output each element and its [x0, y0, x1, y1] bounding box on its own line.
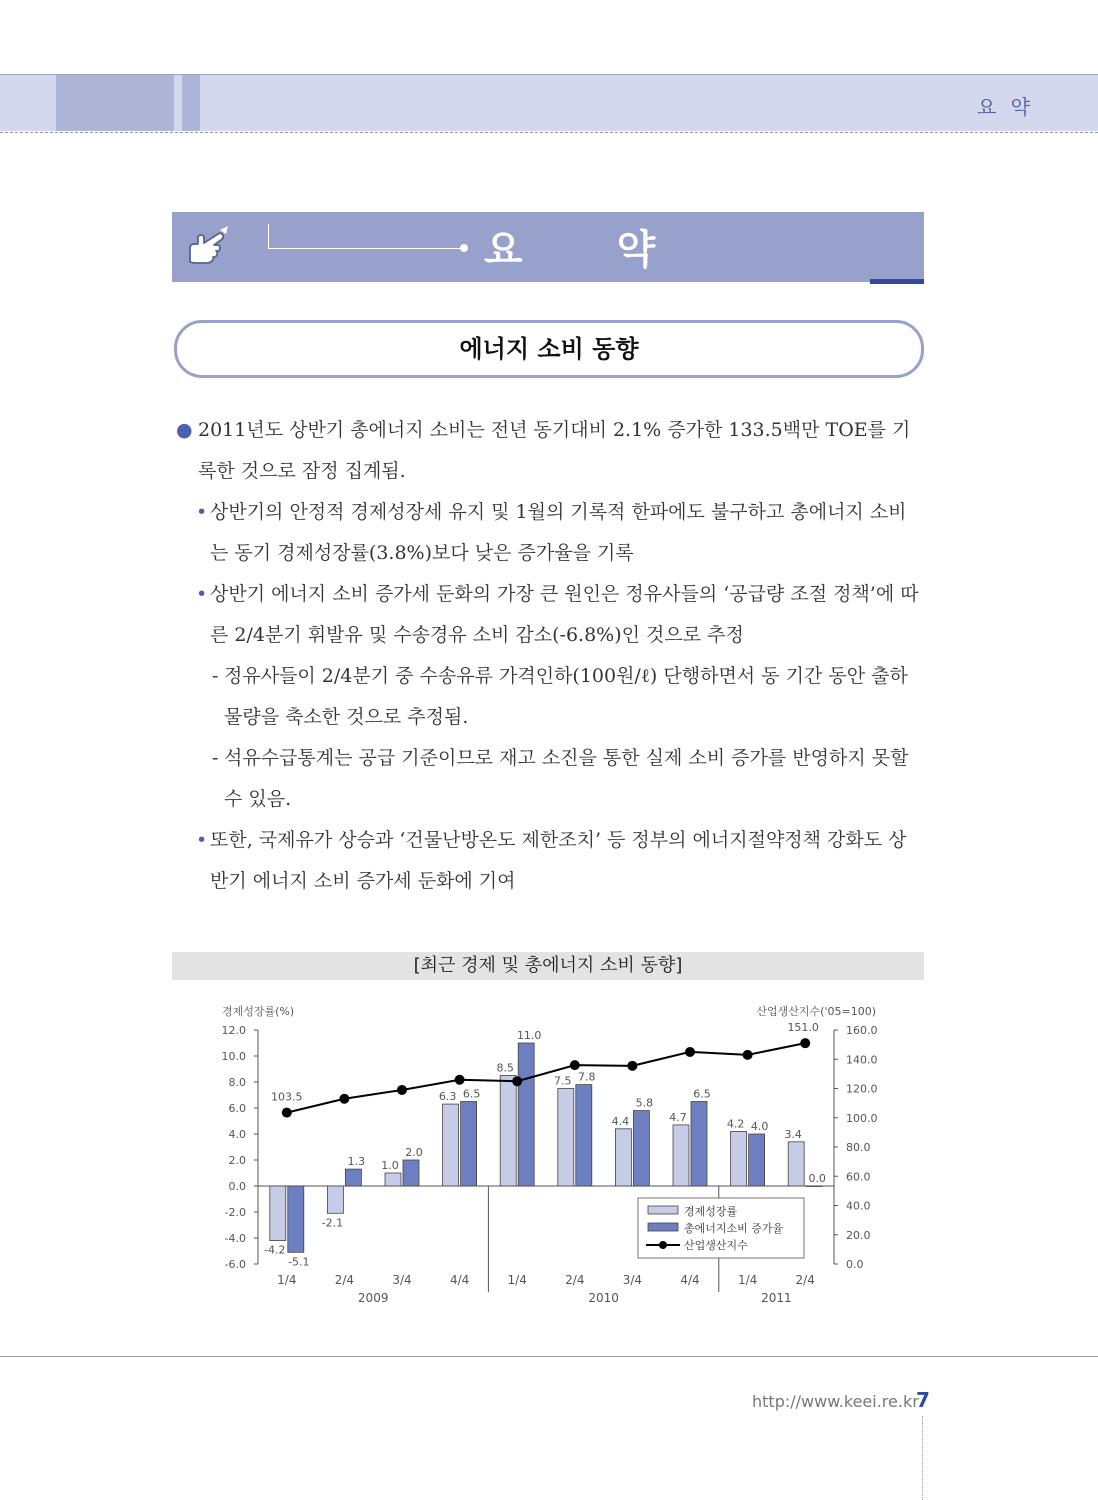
y2-axis-title: 산업생산지수('05=100): [756, 1005, 876, 1018]
section-heading-box: [174, 320, 924, 378]
bar-energy: [518, 1043, 534, 1186]
bar-value-label: -4.2: [264, 1243, 286, 1257]
index-line: [287, 1043, 805, 1112]
index-point: [512, 1076, 522, 1086]
bar-value-label: 6.5: [462, 1087, 481, 1101]
bar-gdp: [270, 1186, 286, 1241]
y-tick-label: 6.0: [228, 1102, 246, 1115]
title-banner: [172, 212, 924, 282]
bar-value-label: 4.0: [750, 1120, 769, 1133]
bar-value-label: 8.5: [496, 1061, 514, 1075]
index-point: [339, 1094, 349, 1104]
dash-marker: -: [212, 747, 219, 769]
bar-gdp: [731, 1131, 747, 1186]
section-heading: 에너지 소비 동향: [459, 335, 639, 363]
paragraph-text: 상반기의 안정적 경제성장세 유지 및 1월의 기록적 한파에도 불구하고 총에너지 소비는 동기 경제성장률(3.8%)보다 낮은 증가율을 기록: [210, 501, 907, 564]
footer-dotted-rule: [922, 1416, 923, 1500]
bar-energy: [806, 1186, 822, 1187]
bar-energy: [691, 1102, 707, 1187]
bar-energy: [288, 1186, 304, 1252]
chart-caption: [최근 경제 및 총에너지 소비 동향]: [172, 952, 924, 980]
bar-energy: [749, 1134, 765, 1186]
index-point: [627, 1061, 637, 1071]
paragraph-text: 상반기 에너지 소비 증가세 둔화의 가장 큰 원인은 정유사들의 ‘공급량 조절 정책’에 따른 2/4분기 휘발유 및 수송경유 소비 감소(-6.8%)인 것으로 추정: [210, 583, 919, 646]
bullet-paragraph: [176, 410, 924, 492]
paragraph-text: 2011년도 상반기 총에너지 소비는 전년 동기대비 2.1% 증가한 133.5백만 TOE를 기록한 것으로 잠정 집계됨.: [198, 419, 911, 482]
y-tick-label: -2.0: [224, 1206, 246, 1219]
y-axis-title: 경제성장률(%): [222, 1005, 295, 1018]
paragraph-text: 석유수급통계는 공급 기준이므로 재고 소진을 통한 실제 소비 증가를 반영하지 못할 수 있음.: [224, 747, 909, 810]
x-tick-label: 1/4: [737, 1273, 758, 1287]
y2-tick-label: 40.0: [846, 1199, 871, 1213]
x-tick-label: 3/4: [392, 1273, 412, 1287]
bar-value-label: 4.7: [669, 1110, 687, 1124]
page-number: 7: [916, 1388, 930, 1412]
footer-url: http://www.keei.re.kr: [752, 1392, 919, 1411]
header-dashed-rule: [0, 132, 1098, 133]
running-header-band: [0, 74, 1098, 131]
legend-swatch: [648, 1206, 678, 1214]
bar-gdp: [443, 1104, 459, 1186]
index-point-label: 103.5: [271, 1090, 303, 1104]
summary-body: [176, 410, 924, 902]
bar-value-label: 5.8: [635, 1096, 654, 1110]
bullet-marker: •: [196, 583, 208, 605]
legend-label: 총에너지소비 증가율: [684, 1222, 784, 1235]
pointing-hand-icon: [184, 222, 234, 272]
y-tick-label: 10.0: [221, 1050, 246, 1063]
x-tick-label: 2/4: [565, 1273, 585, 1287]
year-label: 2011: [761, 1291, 792, 1305]
bar-gdp: [385, 1173, 401, 1186]
sub-bullet-paragraph: [176, 574, 924, 656]
x-tick-label: 1/4: [277, 1273, 297, 1287]
bar-value-label: 11.0: [516, 1029, 542, 1042]
bar-value-label: -5.1: [288, 1255, 310, 1269]
legend-label: 산업생산지수: [684, 1239, 748, 1252]
page-title: 요 약: [484, 227, 696, 273]
x-tick-label: 3/4: [622, 1273, 643, 1287]
title-connector-dot: [460, 244, 468, 252]
bar-value-label: 2.0: [405, 1146, 423, 1159]
bar-energy: [403, 1160, 419, 1186]
bar-value-label: 6.5: [693, 1087, 711, 1101]
bar-value-label: 7.8: [578, 1070, 596, 1084]
y-tick-label: 0.0: [228, 1180, 246, 1193]
x-tick-label: 4/4: [680, 1273, 700, 1287]
bar-value-label: 4.2: [726, 1117, 745, 1131]
y2-tick-label: 80.0: [846, 1141, 871, 1154]
legend-swatch-point: [659, 1241, 667, 1249]
index-point: [685, 1047, 695, 1057]
y2-tick-label: 100.0: [846, 1111, 878, 1125]
year-label: 2009: [357, 1291, 389, 1305]
footer-rule: [0, 1356, 1098, 1357]
bar-value-label: 4.4: [611, 1114, 630, 1128]
y2-tick-label: 140.0: [846, 1053, 878, 1067]
sub-bullet-paragraph: [176, 820, 924, 902]
x-tick-label: 4/4: [449, 1273, 470, 1287]
y-tick-label: 12.0: [221, 1024, 246, 1037]
economy-energy-chart: [172, 998, 924, 1318]
header-block: [56, 75, 174, 131]
bar-gdp: [327, 1186, 343, 1213]
bar-gdp: [500, 1076, 516, 1187]
bar-value-label: 3.4: [784, 1127, 802, 1141]
bar-energy: [576, 1085, 592, 1186]
bar-value-label: 7.5: [554, 1074, 572, 1088]
index-point-label: 151.0: [787, 1021, 819, 1035]
y2-tick-label: 120.0: [846, 1082, 878, 1096]
x-tick-label: 2/4: [334, 1273, 355, 1287]
running-title: 요 약: [977, 95, 1034, 119]
bar-value-label: 6.3: [438, 1090, 457, 1104]
index-point: [800, 1038, 810, 1048]
y-tick-label: 4.0: [228, 1128, 246, 1141]
y2-tick-label: 60.0: [846, 1170, 871, 1184]
x-tick-label: 2/4: [795, 1273, 815, 1287]
index-point: [570, 1060, 580, 1070]
bar-gdp: [788, 1142, 804, 1186]
header-block-narrow: [182, 75, 200, 131]
title-accent-bar: [870, 279, 924, 284]
bar-value-label: 0.0: [808, 1172, 826, 1185]
legend-label: 경제성장률: [684, 1205, 738, 1218]
y2-tick-label: 0.0: [846, 1258, 864, 1271]
dash-marker: -: [212, 665, 219, 687]
dash-paragraph: [176, 738, 924, 820]
y2-tick-label: 20.0: [846, 1228, 871, 1242]
bar-energy: [633, 1111, 649, 1186]
bar-energy: [345, 1169, 361, 1186]
year-label: 2010: [588, 1291, 619, 1305]
bar-gdp: [673, 1125, 689, 1186]
bar-gdp: [558, 1089, 574, 1187]
bar-value-label: 1.3: [347, 1155, 366, 1169]
title-connector-line: [268, 224, 463, 249]
x-tick-label: 1/4: [507, 1273, 527, 1287]
bullet-marker: ●: [176, 419, 193, 441]
index-point: [282, 1108, 292, 1118]
dash-paragraph: [176, 656, 924, 738]
paragraph-text: 또한, 국제유가 상승과 ‘건물난방온도 제한조치’ 등 정부의 에너지절약정책 강화도 상반기 에너지 소비 증가세 둔화에 기여: [210, 829, 907, 892]
bar-value-label: 1.0: [381, 1159, 399, 1172]
index-point: [397, 1085, 407, 1095]
y2-tick-label: 160.0: [846, 1024, 878, 1037]
index-point: [743, 1050, 753, 1060]
bullet-marker: •: [196, 829, 208, 851]
y-tick-label: -4.0: [224, 1232, 246, 1245]
bullet-marker: •: [196, 501, 208, 523]
index-point: [455, 1075, 465, 1085]
paragraph-text: 정유사들이 2/4분기 중 수송유류 가격인하(100원/ℓ) 단행하면서 동 기간 동안 출하물량을 축소한 것으로 추정됨.: [224, 665, 908, 728]
bar-energy: [461, 1102, 477, 1187]
sub-bullet-paragraph: [176, 492, 924, 574]
legend-swatch: [648, 1223, 678, 1231]
y-tick-label: -6.0: [224, 1258, 246, 1271]
bar-gdp: [615, 1129, 631, 1186]
y-tick-label: 2.0: [228, 1154, 246, 1167]
bar-value-label: -2.1: [321, 1216, 344, 1230]
y-tick-label: 8.0: [228, 1076, 246, 1089]
